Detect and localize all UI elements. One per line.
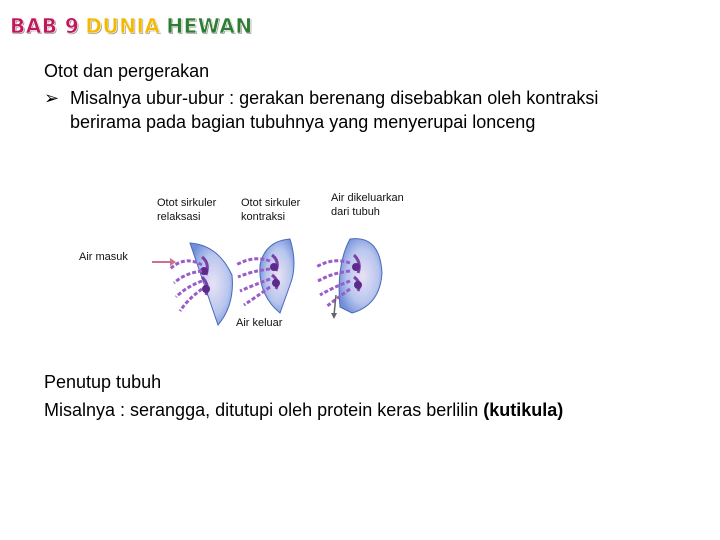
body-penutup-text: Misalnya : serangga, ditutupi oleh protein keras berlilin (44, 400, 484, 420)
inflow-arrow-icon (152, 258, 176, 266)
section-heading-otot: Otot dan pergerakan (44, 61, 210, 81)
bullet-line-2: berirama pada bagian tubuhnya yang menyerupai lonceng (70, 112, 536, 132)
label-air-keluar: Air keluar (236, 317, 283, 329)
slide-title (10, 14, 253, 38)
label-air-dikeluarkan: Air dikeluarkan dari tubuh (331, 192, 404, 218)
jellyfish-relaxed-icon (170, 243, 232, 325)
body-penutup-bold: (kutikula) (483, 400, 564, 420)
title-hewan: HEWAN (166, 14, 253, 38)
label-relaksasi: Otot sirkuler relaksasi (157, 197, 217, 223)
title-bab: BAB 9 (10, 14, 80, 38)
jellyfish-figure (140, 225, 400, 335)
section-heading-penutup: Penutup tubuh (44, 372, 162, 392)
label-kontraksi: Otot sirkuler kontraksi (241, 197, 301, 223)
jellyfish-expel-icon (316, 239, 382, 319)
label-air-masuk: Air masuk (79, 251, 128, 263)
bullet-line-1: Misalnya ubur-ubur : gerakan berenang disebabkan oleh kontraksi (70, 88, 599, 108)
jellyfish-contracted-icon (236, 239, 294, 313)
body-penutup (44, 400, 563, 421)
title-dunia: DUNIA (85, 14, 161, 38)
arrow-bullet-icon: ➢ (44, 88, 60, 108)
bullet-jellyfish (44, 86, 694, 134)
